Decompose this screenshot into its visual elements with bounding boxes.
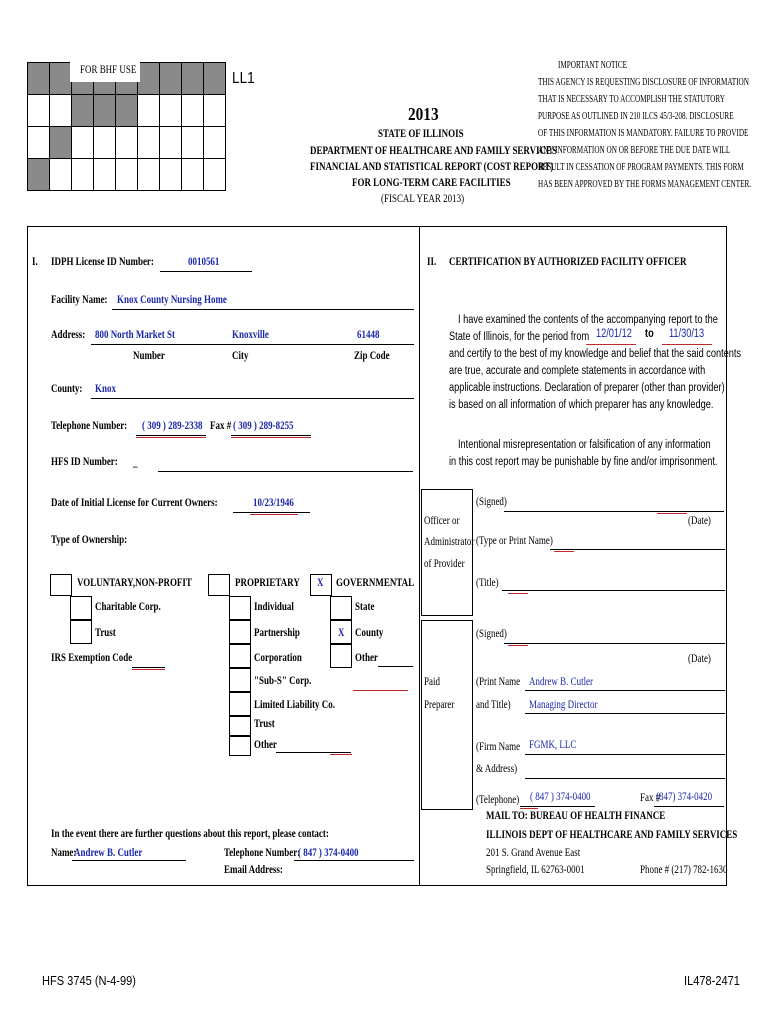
initial-license-label: Date of Initial License for Current Owners: bbox=[51, 497, 218, 509]
preparer-title[interactable]: Managing Director bbox=[529, 699, 598, 711]
prep-fax-underline bbox=[654, 806, 724, 807]
fax-underline bbox=[231, 435, 311, 436]
governmental-mark: X bbox=[317, 577, 324, 589]
address-value[interactable]: 800 North Market St bbox=[95, 329, 175, 341]
trust-checkbox[interactable] bbox=[70, 620, 92, 644]
signed2-underline bbox=[504, 643, 725, 644]
date-label: (Date) bbox=[688, 515, 711, 527]
date2-label: (Date) bbox=[688, 653, 711, 665]
license-label: IDPH License ID Number: bbox=[51, 256, 154, 268]
cert-line-5: applicable instructions. Declaration of preparer (other than provider) bbox=[449, 382, 725, 394]
notice-line: THAT IS NECESSARY TO ACCOMPLISH THE STATUTORY bbox=[538, 94, 725, 105]
fax-red-underline bbox=[231, 437, 311, 438]
signed-red-underline bbox=[657, 513, 687, 514]
telephone-red-underline bbox=[520, 808, 538, 809]
gov-other-label: Other bbox=[355, 652, 378, 664]
cert-line-1: I have examined the contents of the accompanying report to the bbox=[458, 314, 718, 326]
phone-red-underline bbox=[136, 437, 206, 438]
trust-label: Trust bbox=[95, 627, 116, 639]
state-checkbox[interactable] bbox=[330, 596, 352, 620]
officer-box bbox=[421, 489, 473, 616]
mail-street: 201 S. Grand Avenue East bbox=[486, 847, 581, 859]
certification-heading: CERTIFICATION BY AUTHORIZED FACILITY OFFICER bbox=[449, 256, 687, 268]
gov-other-red-underline bbox=[353, 690, 408, 691]
telephone-value[interactable]: ( 847 ) 374-0400 bbox=[530, 791, 591, 803]
title-red-underline bbox=[508, 593, 528, 594]
contact-name-value[interactable]: Andrew B. Cutler bbox=[74, 847, 143, 859]
title-underline bbox=[502, 590, 725, 591]
charitable-checkbox[interactable] bbox=[70, 596, 92, 620]
initial-license-red-underline bbox=[250, 514, 298, 515]
prop-trust-checkbox[interactable] bbox=[229, 716, 251, 736]
hfs-value[interactable]: _ bbox=[133, 457, 138, 469]
notice-line: OF THIS INFORMATION IS MANDATORY. FAILURE TO PROVIDE bbox=[538, 128, 749, 139]
city-caption: City bbox=[232, 350, 249, 362]
notice-line: PURPOSE AS OUTLINED IN 210 ILCS 45/3-208. DISCLOSURE bbox=[538, 111, 734, 122]
officer-label-2: Administrator bbox=[424, 536, 475, 548]
section-2-roman: II. bbox=[427, 256, 437, 268]
partnership-checkbox[interactable] bbox=[229, 620, 251, 644]
address-underline bbox=[91, 344, 414, 345]
footer-code: IL478-2471 bbox=[684, 973, 740, 988]
corporation-label: Corporation bbox=[254, 652, 302, 664]
print-name-label: (Print Name bbox=[476, 676, 521, 688]
fax-label: Fax # bbox=[210, 420, 232, 432]
telephone-underline bbox=[520, 806, 595, 807]
telephone-label: (Telephone) bbox=[476, 794, 520, 806]
individual-checkbox[interactable] bbox=[229, 596, 251, 620]
officer-label-1: Officer or bbox=[424, 515, 460, 527]
zip-value[interactable]: 61448 bbox=[357, 329, 380, 341]
voluntary-checkbox[interactable] bbox=[50, 574, 72, 596]
cert-line-3: and certify to the best of my knowledge and belief that the said contents bbox=[449, 348, 742, 360]
section-divider bbox=[419, 226, 420, 886]
county-mark: X bbox=[338, 627, 345, 639]
voluntary-label: VOLUNTARY,NON-PROFIT bbox=[77, 577, 192, 589]
charitable-label: Charitable Corp. bbox=[95, 601, 161, 613]
mail-line-2: ILLINOIS DEPT OF HEALTHCARE AND FAMILY SERVICES bbox=[486, 829, 738, 841]
preparer-name[interactable]: Andrew B. Cutler bbox=[529, 676, 594, 688]
prep-fax-value[interactable]: (847) 374-0420 bbox=[656, 791, 713, 803]
notice-line: RESULT IN CESSATION OF PROGRAM PAYMENTS. THIS FORM bbox=[538, 162, 744, 173]
gov-other-underline bbox=[378, 666, 413, 667]
period-to-word: to bbox=[645, 328, 654, 340]
contact-phone-label: Telephone Number: bbox=[224, 847, 301, 859]
title-label: (Title) bbox=[476, 577, 499, 589]
prop-other-red-underline bbox=[330, 754, 352, 755]
preparer-title-underline bbox=[525, 713, 725, 714]
preparer-label-2: Preparer bbox=[424, 699, 455, 711]
corporation-checkbox[interactable] bbox=[229, 644, 251, 668]
cert-line-6: is based on all information of which preparer has any knowledge. bbox=[449, 399, 714, 411]
report-year: 2013 bbox=[408, 104, 439, 124]
initial-license-underline bbox=[233, 512, 310, 513]
notice-line: THIS AGENCY IS REQUESTING DISCLOSURE OF INFORMATION bbox=[538, 77, 749, 88]
officer-label-3: of Provider bbox=[424, 558, 465, 570]
facility-value[interactable]: Knox County Nursing Home bbox=[117, 294, 227, 306]
signed-label: (Signed) bbox=[476, 496, 507, 508]
preparer-name-underline bbox=[525, 690, 725, 691]
footer-form-number: HFS 3745 (N-4-99) bbox=[42, 973, 136, 988]
notice-line: IMPORTANT NOTICE bbox=[558, 60, 628, 71]
proprietary-checkbox[interactable] bbox=[208, 574, 230, 596]
prep-fax-label: Fax # bbox=[640, 792, 661, 804]
contact-name-underline bbox=[72, 860, 186, 861]
county-label: County: bbox=[51, 383, 83, 395]
email-label: Email Address: bbox=[224, 864, 283, 876]
cert-line-4: are true, accurate and complete statements in accordance with bbox=[449, 365, 706, 377]
county-option-label: County bbox=[355, 627, 384, 639]
firm-underline bbox=[525, 754, 725, 755]
partnership-label: Partnership bbox=[254, 627, 300, 639]
firm-address-label: & Address) bbox=[476, 763, 518, 775]
governmental-label: GOVERNMENTAL bbox=[336, 577, 415, 589]
title-line-5: (FISCAL YEAR 2013) bbox=[381, 193, 465, 205]
prop-other-checkbox[interactable] bbox=[229, 736, 251, 756]
irs-red-underline bbox=[132, 669, 165, 670]
warning-line-2: in this cost report may be punishable by fine and/or imprisonment. bbox=[449, 456, 718, 468]
and-title-label: and Title) bbox=[476, 699, 511, 711]
initial-license-value[interactable]: 10/23/1946 bbox=[253, 497, 294, 509]
zip-caption: Zip Code bbox=[354, 350, 390, 362]
fax-value[interactable]: ( 309 ) 289-8255 bbox=[233, 420, 294, 432]
bhf-use-label: FOR BHF USE bbox=[80, 64, 137, 76]
form-code: LL1 bbox=[232, 70, 255, 87]
irs-underline bbox=[132, 667, 165, 668]
cert-line-2: State of Illinois, for the period from bbox=[449, 331, 590, 343]
title-line-3: FINANCIAL AND STATISTICAL REPORT (COST REPORT) bbox=[310, 161, 554, 173]
notice-line: ANY INFORMATION ON OR BEFORE THE DUE DATE WILL bbox=[538, 145, 731, 156]
county-underline bbox=[91, 398, 414, 399]
title-line-4: FOR LONG-TERM CARE FACILITIES bbox=[352, 177, 511, 189]
facility-underline bbox=[112, 309, 414, 310]
preparer-box bbox=[421, 620, 473, 810]
city-value[interactable]: Knoxville bbox=[232, 329, 269, 341]
individual-label: Individual bbox=[254, 601, 294, 613]
contact-phone-value[interactable]: ( 847 ) 374-0400 bbox=[298, 847, 359, 859]
type-print-red-underline bbox=[554, 551, 574, 552]
section-1-roman: I. bbox=[32, 256, 38, 268]
subs-corp-label: "Sub-S" Corp. bbox=[254, 675, 312, 687]
state-label: State bbox=[355, 601, 375, 613]
title-line-2: DEPARTMENT OF HEALTHCARE AND FAMILY SERVICES bbox=[310, 145, 558, 157]
type-print-label: (Type or Print Name) bbox=[476, 535, 553, 547]
facility-label: Facility Name: bbox=[51, 294, 108, 306]
prop-other-underline bbox=[276, 752, 351, 753]
number-caption: Number bbox=[133, 350, 165, 362]
firm-label: (Firm Name bbox=[476, 741, 521, 753]
contact-phone-underline bbox=[294, 860, 414, 861]
proprietary-label: PROPRIETARY bbox=[235, 577, 300, 589]
mail-phone: Phone # (217) 782-1630 bbox=[640, 864, 728, 876]
llc-checkbox[interactable] bbox=[229, 692, 251, 716]
warning-line-1: Intentional misrepresentation or falsification of any information bbox=[458, 439, 711, 451]
ownership-label: Type of Ownership: bbox=[51, 534, 128, 546]
license-underline bbox=[160, 271, 252, 272]
contact-note: In the event there are further questions about this report, please contact: bbox=[51, 828, 329, 840]
county-value[interactable]: Knox bbox=[95, 383, 116, 395]
firm-address-underline bbox=[525, 778, 725, 779]
mail-city: Springfield, IL 62763-0001 bbox=[486, 864, 585, 876]
period-from[interactable]: 12/01/12 bbox=[596, 328, 632, 340]
address-label: Address: bbox=[51, 329, 86, 341]
period-to[interactable]: 11/30/13 bbox=[669, 328, 705, 340]
phone-value[interactable]: ( 309 ) 289-2338 bbox=[142, 420, 203, 432]
subs-corp-checkbox[interactable] bbox=[229, 668, 251, 692]
notice-line: HAS BEEN APPROVED BY THE FORMS MANAGEMENT CENTER. bbox=[538, 179, 752, 190]
signed2-label: (Signed) bbox=[476, 628, 507, 640]
period-to-red-underline bbox=[662, 344, 712, 345]
firm-value[interactable]: FGMK, LLC bbox=[529, 739, 577, 751]
mail-line-1: MAIL TO: BUREAU OF HEALTH FINANCE bbox=[486, 810, 666, 822]
preparer-label-1: Paid bbox=[424, 676, 440, 688]
period-from-red-underline bbox=[586, 344, 636, 345]
license-value[interactable]: 0010561 bbox=[188, 256, 220, 268]
phone-underline bbox=[136, 435, 206, 436]
hfs-label: HFS ID Number: bbox=[51, 456, 118, 468]
gov-other-checkbox[interactable] bbox=[330, 644, 352, 668]
signed-underline bbox=[504, 511, 724, 512]
title-line-1: STATE OF ILLINOIS bbox=[378, 128, 464, 140]
type-print-underline bbox=[550, 549, 725, 550]
irs-label: IRS Exemption Code bbox=[51, 652, 133, 664]
contact-name-label: Name: bbox=[51, 847, 77, 859]
prop-other-label: Other bbox=[254, 739, 277, 751]
signed2-red-underline bbox=[508, 645, 528, 646]
prop-trust-label: Trust bbox=[254, 718, 275, 730]
hfs-underline bbox=[158, 471, 413, 472]
phone-label: Telephone Number: bbox=[51, 420, 128, 432]
llc-label: Limited Liability Co. bbox=[254, 699, 335, 711]
